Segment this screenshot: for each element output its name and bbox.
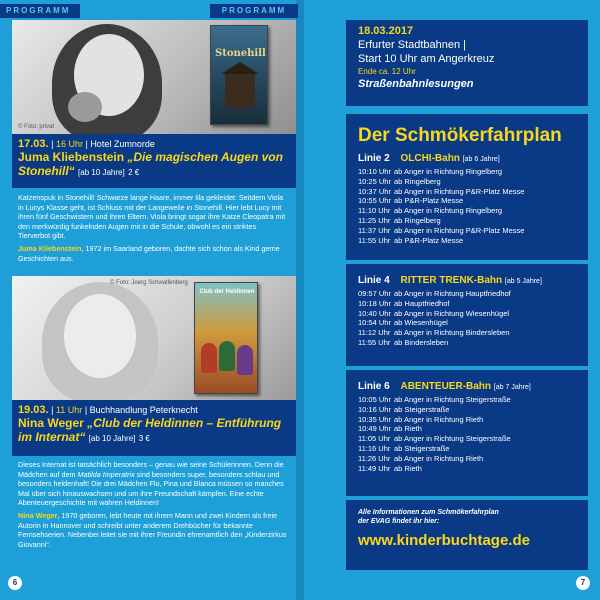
- stop-time: 10:40 Uhr: [358, 308, 391, 318]
- page-gutter: [296, 0, 304, 600]
- line-header: [358, 152, 580, 167]
- tram-line-2: [358, 152, 580, 245]
- line-age: [ab 7 Jahre]: [493, 384, 531, 391]
- stop-time: 10:35 Uhr: [358, 414, 391, 424]
- tram-event-box: [346, 20, 588, 106]
- stop-name: ab Anger in Richtung Steigerstraße: [394, 434, 511, 444]
- schedule-row: [358, 167, 580, 177]
- stop-time: 10:18 Uhr: [358, 298, 391, 308]
- author-photo-kliebenstein: [12, 20, 296, 134]
- stop-name: ab P&R-Platz Messe: [394, 196, 464, 206]
- event-2-bio: [18, 511, 290, 549]
- book-title-heldinnen: Club der Heldinnen: [199, 289, 255, 295]
- schedule-row: [358, 464, 580, 474]
- tram-event-end: Ende ca. 12 Uhr: [358, 67, 416, 76]
- photo-credit-2: © Foto: Joerg Schwalfenberg: [110, 280, 188, 286]
- event-2-age: [ab 10 Jahre]: [88, 434, 136, 443]
- schedule-row: [358, 338, 580, 348]
- event-2-text: [12, 460, 296, 552]
- schedule-row: [358, 309, 580, 319]
- event-2-bio-text: , 1970 geboren, lebt heute mit ihrem Mann und zwei Kindern als freie Autorin in Hannover und schreibt unter anderem Drehbücher für bekannte Fernsehserien. Nebenbei leitet sie mit ihrer Freundin ehrenamtlich den „Kinderzirkus Giovanni“.: [18, 510, 287, 549]
- stop-time: 09:57 Uhr: [358, 289, 391, 298]
- stop-name: ab Anger in Richtung Rieth: [394, 453, 484, 463]
- event-2-desc-part-a: Dieses Internat ist tatsächlich besonders – genau wie seine Schülerinnen. Denn die Mädchen auf dem: [18, 460, 284, 479]
- event-1-bio-text: , 1972 im Saarland geboren, dachte sich schon als Kind gerne Geschichten aus.: [18, 243, 280, 263]
- event-1-price: 2 €: [128, 168, 140, 177]
- stop-name: ab Anger in Richtung Wiesenhügel: [394, 308, 510, 318]
- event-1-bio-name: Juma Kliebenstein: [18, 243, 82, 253]
- book-title-stonehill: Stonehill: [215, 48, 266, 59]
- tram-event-title-1: Erfurter Stadtbahnen |: [358, 39, 467, 51]
- section-divider: [346, 260, 588, 264]
- stop-time: 11:10 Uhr: [358, 206, 391, 216]
- tram-line-6: [358, 380, 580, 473]
- photo-credit-1: © Foto: privat: [18, 124, 55, 130]
- stop-time: 10:49 Uhr: [358, 424, 391, 434]
- event-2-title: [18, 416, 290, 446]
- schedule-row: [358, 177, 580, 187]
- schedule-row: [358, 196, 580, 206]
- stop-time: 11:55 Uhr: [358, 235, 391, 245]
- book-cover-club-der-heldinnen: [194, 282, 258, 394]
- stop-time: 11:12 Uhr: [358, 328, 391, 338]
- stop-time: 11:25 Uhr: [358, 215, 391, 225]
- stop-name: ab Rieth: [394, 424, 422, 434]
- schedule-row: [358, 226, 580, 236]
- tram-event-date: 18.03.2017: [358, 25, 414, 37]
- event-2-venue: Buchhandlung Peterknecht: [89, 405, 198, 415]
- event-1-age: [ab 10 Jahre]: [78, 168, 125, 177]
- stop-name: ab Wiesenhügel: [394, 318, 448, 328]
- event-1-bio: [18, 244, 290, 263]
- event-2-author: Nina Weger: [18, 416, 84, 430]
- author-photo-weger: [12, 276, 296, 400]
- stop-time: 10:55 Uhr: [358, 196, 391, 206]
- schedule-row: [358, 415, 580, 425]
- stop-time: 11:49 Uhr: [358, 463, 391, 473]
- stop-name: ab Ringelberg: [394, 176, 441, 186]
- event-1-meta: 17.03. | 16 Uhr | Hotel Zumnorde: [18, 138, 155, 150]
- stop-name: ab Anger in Richtung Bindersleben: [394, 328, 510, 338]
- line-age: [ab 5 Jahre]: [504, 278, 542, 285]
- schedule-row: [358, 187, 580, 197]
- schedule-row: [358, 405, 580, 415]
- schedule-row: [358, 444, 580, 454]
- tram-line-4: [358, 274, 580, 348]
- line-header: [358, 274, 580, 289]
- line-number: Linie 4: [358, 275, 390, 286]
- stop-name: ab Anger in Richtung P&R-Platz Messe: [394, 225, 525, 235]
- stop-name: ab Steigerstraße: [394, 404, 450, 414]
- event-2-book: „Club der Heldinnen – Entführung im Internat“: [18, 416, 282, 444]
- stop-time: 10:16 Uhr: [358, 404, 391, 414]
- event-header-1: [12, 134, 296, 188]
- line-number: Linie 6: [358, 381, 390, 392]
- schedule-box: [346, 114, 588, 496]
- event-2-date: 19.03.: [18, 404, 49, 416]
- stop-name: ab Anger in Richtung Hauptfriedhof: [394, 289, 511, 298]
- schedule-row: [358, 216, 580, 226]
- stop-time: 10:10 Uhr: [358, 167, 391, 176]
- stop-name: ab Bindersleben: [394, 337, 449, 347]
- stop-name: ab Anger in Richtung Steigerstraße: [394, 395, 511, 404]
- event-2-desc-part-b: sind besonders super, besonders schlau und besonders heldenhaft! Die drei Mädchen Flo, Pina und Blanca müssen so manches Mal über sich hinauswachsen und um ihre Freundschaft kämpfen. Eine echte Abenteuergeschichte mit wahren Heldinnen!: [18, 469, 284, 508]
- schedule-row: [358, 454, 580, 464]
- event-1-title: [18, 150, 290, 180]
- stop-time: 11:55 Uhr: [358, 337, 391, 347]
- stop-name: ab P&R-Platz Messe: [394, 235, 464, 245]
- tram-event-title-2: Start 10 Uhr am Angerkreuz: [358, 53, 495, 65]
- line-number: Linie 2: [358, 153, 390, 164]
- stop-name: ab Anger in Richtung Ringelberg: [394, 206, 502, 216]
- stop-time: 10:25 Uhr: [358, 176, 391, 186]
- stop-name: ab Rieth: [394, 463, 422, 473]
- stop-time: 11:05 Uhr: [358, 434, 391, 444]
- stop-name: ab Anger in Richtung Ringelberg: [394, 167, 502, 176]
- event-1-time: 16 Uhr: [55, 139, 83, 149]
- stop-name: ab Steigerstraße: [394, 443, 450, 453]
- event-2-desc-ship: Matilda Imperatrix: [77, 469, 135, 479]
- stop-name: ab Anger in Richtung P&R-Platz Messe: [394, 186, 525, 196]
- event-2-bio-name: Nina Weger: [18, 510, 58, 520]
- event-2-meta: 19.03. | 11 Uhr | Buchhandlung Peterknecht: [18, 404, 198, 416]
- kid-figure: [219, 341, 235, 371]
- tram-event-subtitle: Straßenbahnlesungen: [358, 78, 474, 90]
- kid-figure: [237, 345, 253, 375]
- schedule-row: [358, 299, 580, 309]
- schedule-row: [358, 318, 580, 328]
- line-header: [358, 380, 580, 395]
- event-1-book: „Die magischen Augen von Stonehill“: [18, 150, 283, 178]
- event-1-text: [12, 193, 296, 266]
- footer-note-1: Alle Informationen zum Schmökerfahrplan: [358, 509, 499, 516]
- line-name: ABENTEUER-Bahn: [400, 381, 492, 392]
- line-name: RITTER TRENK-Bahn: [400, 275, 503, 286]
- section-tab-right: PROGRAMM: [210, 4, 298, 18]
- book-cover-stonehill: [210, 25, 268, 125]
- event-1-date: 17.03.: [18, 138, 49, 150]
- owl-figure: [68, 92, 102, 122]
- schedule-row: [358, 289, 580, 299]
- schedule-heading: Der Schmökerfahrplan: [358, 125, 562, 146]
- section-divider: [346, 366, 588, 370]
- stop-time: 10:05 Uhr: [358, 395, 391, 404]
- footer-note-2: der EVAG findet ihr hier:: [358, 518, 440, 525]
- schedule-row: [358, 236, 580, 246]
- stop-time: 11:37 Uhr: [358, 225, 391, 235]
- event-1-venue: Hotel Zumnorde: [90, 139, 155, 149]
- event-2-price: 3 €: [138, 434, 150, 443]
- event-2-time: 11 Uhr: [55, 405, 83, 415]
- schedule-row: [358, 424, 580, 434]
- kid-figure: [201, 343, 217, 373]
- stop-name: ab Anger in Richtung Rieth: [394, 414, 484, 424]
- footer-box: [346, 500, 588, 570]
- section-tab-left: PROGRAMM: [0, 4, 80, 18]
- page-number-right: 7: [576, 576, 590, 590]
- schedule-row: [358, 434, 580, 444]
- schedule-row: [358, 328, 580, 338]
- schedule-row: [358, 395, 580, 405]
- event-1-author: Juma Kliebenstein: [18, 150, 125, 164]
- line-age: [ab 6 Jahre]: [462, 156, 500, 163]
- stop-time: 10:54 Uhr: [358, 318, 391, 328]
- page-number-left: 6: [8, 576, 22, 590]
- stop-time: 11:26 Uhr: [358, 453, 391, 463]
- stop-time: 11:16 Uhr: [358, 443, 391, 453]
- schedule-row: [358, 206, 580, 216]
- house-illustration: [225, 74, 255, 108]
- stop-time: 10:37 Uhr: [358, 186, 391, 196]
- event-1-description: Katzenspuk in Stonehill! Schwarze lange Haare, immer lila gekleidet: Seitdem Viola in Lucys Klasse geht, ist Schluss mit der Langeweile in Stonehill. Hier lebt Lucy mit ihren fünf Geschwistern und ihren Eltern. Viola bringt sogar ihre Katze Cleopatra mit den merkwürdig funkelnden Augen mit in die Schule, obwohl es ein striktes Tierverbot gibt.: [18, 193, 286, 241]
- stop-name: ab Hauptfriedhof: [394, 298, 450, 308]
- event-header-2: [12, 400, 296, 456]
- website-link[interactable]: www.kinderbuchtage.de: [358, 532, 530, 549]
- face-shape-2: [64, 294, 136, 378]
- line-name: OLCHI-Bahn: [400, 153, 460, 164]
- event-2-description: [18, 460, 290, 508]
- stop-name: ab Ringelberg: [394, 215, 441, 225]
